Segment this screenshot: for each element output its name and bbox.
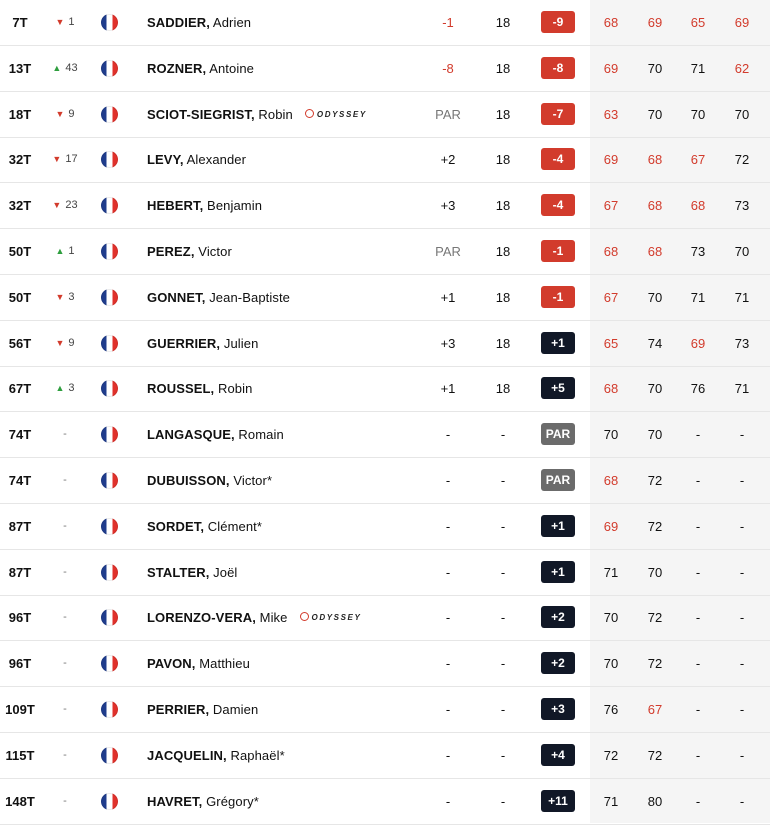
position-movement [45,595,85,640]
round-2-score: 69 [647,15,663,30]
player-name[interactable] [147,92,293,137]
holes-thru: 18 [495,381,511,397]
holes-thru: - [500,473,506,488]
sponsor-label: ODYSSEY [316,109,367,119]
position: 115T [5,747,35,763]
position: 87T [8,564,32,580]
movement-value: 43 [65,61,78,74]
player-last-name: STALTER, [147,564,210,580]
holes-thru: 18 [495,244,511,259]
today-score: - [445,793,451,809]
round-2-score: 70 [647,60,663,76]
position: 18T [8,106,32,122]
position: 96T [8,610,32,626]
movement-arrow-icon: ▼ [55,17,65,27]
total-score-badge: -9 [541,11,575,33]
france-flag-icon [101,60,118,77]
player-first-name: Alexander [186,152,247,168]
position: 67T [8,381,32,397]
position-movement [45,641,85,686]
player-last-name: LANGASQUE, [147,427,235,443]
position: 7T [12,15,28,30]
holes-thru: 18 [495,198,511,214]
player-last-name: ROUSSEL, [147,381,215,397]
total-score-badge: +3 [541,698,575,720]
player-name[interactable] [147,183,262,228]
total-score-badge: -7 [541,103,575,125]
player-name[interactable] [147,458,272,503]
round-2-score: 70 [647,564,663,580]
france-flag-icon [101,151,118,168]
position-movement [45,458,85,503]
round-3-score: - [695,793,701,809]
player-first-name: Joël [213,564,238,580]
round-3-score: - [695,518,701,534]
round-2-score: 72 [647,656,663,672]
player-first-name: Robin [258,106,293,122]
today-score: - [445,564,451,580]
round-4-score: - [739,427,745,443]
player-name[interactable] [147,412,284,457]
round-3-score: 73 [690,244,706,259]
holes-thru: - [500,702,506,717]
round-4-score: 69 [734,15,750,30]
round-1-score: 69 [603,518,619,534]
round-1-score: 68 [603,15,619,30]
round-3-score: - [695,656,701,672]
leaderboard-row[interactable] [0,458,770,504]
player-first-name: Victor* [233,473,273,488]
player-first-name: Romain [238,427,284,443]
player-last-name: GONNET, [147,289,206,305]
movement-value: - [63,794,67,807]
player-name[interactable] [147,275,290,320]
leaderboard-row[interactable] [0,137,770,183]
player-name[interactable] [147,504,262,549]
position-movement [45,504,85,549]
round-2-score: 72 [647,473,663,488]
total-score-badge: +11 [541,790,575,812]
player-first-name: Robin [217,381,253,397]
player-last-name: PERRIER, [147,702,210,717]
position-movement [45,229,85,274]
player-name[interactable] [147,229,232,274]
total-score-badge: -4 [541,194,575,216]
movement-value: 9 [68,107,75,120]
france-flag-icon [101,609,118,626]
today-score: +3 [440,198,456,214]
leaderboard-row[interactable] [0,229,770,275]
position: 50T [8,244,32,259]
movement-arrow-icon: ▲ [55,246,65,256]
total-score-badge: -1 [541,240,575,262]
movement-value: - [63,657,67,670]
round-2-score: 68 [647,244,663,259]
today-score: +3 [440,335,456,351]
round-4-score: 70 [734,244,750,259]
position-movement [45,46,85,91]
round-2-score: 70 [647,381,663,397]
france-flag-icon [101,426,118,443]
position-movement [45,183,85,228]
total-score-badge: PAR [541,469,575,491]
movement-arrow-icon: ▼ [52,154,62,165]
total-score-badge: PAR [541,423,575,445]
player-first-name: Grégory* [206,793,259,809]
today-score: - [445,702,451,717]
round-3-score: - [695,747,701,763]
player-name[interactable] [147,595,288,640]
position: 13T [8,60,32,76]
player-last-name: SCIOT-SIEGRIST, [147,106,255,122]
france-flag-icon [101,655,118,672]
position: 96T [8,656,32,672]
player-last-name: PEREZ, [147,244,195,259]
today-score: - [445,610,451,626]
position-movement [45,137,85,182]
round-4-score: 70 [734,106,750,122]
leaderboard-row[interactable] [0,0,770,46]
movement-value: - [63,703,67,715]
movement-value: 3 [68,382,75,395]
round-2-score: 70 [647,106,663,122]
leaderboard-row[interactable] [0,733,770,779]
leaderboard-row[interactable] [0,641,770,687]
france-flag-icon [101,701,118,718]
total-score-badge: -8 [541,57,575,79]
round-4-score: 73 [734,335,750,351]
player-name[interactable] [147,779,259,824]
position-movement [45,687,85,732]
leaderboard-row[interactable] [0,46,770,92]
odyssey-logo-icon [305,109,314,118]
round-1-score: 67 [603,289,619,305]
odyssey-logo-icon [300,612,309,621]
round-2-score: 72 [647,610,663,626]
round-4-score: - [739,656,745,672]
position: 74T [8,427,32,443]
player-last-name: ROZNER, [147,60,207,76]
round-3-score: 68 [690,198,706,214]
player-last-name: LEVY, [147,152,184,168]
round-1-score: 71 [603,793,619,809]
odyssey-sponsor-logo [305,108,367,121]
position-movement [45,321,85,366]
player-first-name: Jean-Baptiste [209,289,290,305]
position-movement [45,366,85,411]
player-last-name: SORDET, [147,518,205,534]
france-flag-icon [101,14,118,31]
round-3-score: - [695,702,701,717]
today-score: - [445,473,451,488]
france-flag-icon [101,197,118,214]
round-4-score: 73 [734,198,750,214]
round-4-score: 71 [734,289,750,305]
player-name[interactable] [147,0,251,45]
player-last-name: LORENZO-VERA, [147,610,256,626]
round-3-score: - [695,610,701,626]
movement-value: 1 [68,16,75,28]
player-name[interactable] [147,641,250,686]
france-flag-icon [101,472,118,489]
position: 32T [8,198,32,214]
player-name[interactable] [147,687,258,732]
total-score-badge: +2 [541,606,575,628]
round-1-score: 65 [603,335,619,351]
player-first-name: Victor [198,244,232,259]
today-score: PAR [435,106,461,122]
round-3-score: - [695,473,701,488]
player-name[interactable] [147,550,237,595]
round-1-score: 76 [603,702,619,717]
leaderboard-row[interactable] [0,183,770,229]
round-2-score: 72 [647,747,663,763]
movement-arrow-icon: ▼ [55,108,65,119]
leaderboard-row[interactable] [0,687,770,733]
player-first-name: Clément* [207,518,263,534]
round-1-score: 69 [603,60,619,76]
player-first-name: Matthieu [199,656,250,672]
player-last-name: DUBUISSON, [147,473,230,488]
round-4-score: - [739,702,745,717]
position-movement [45,733,85,778]
holes-thru: 18 [495,152,511,168]
round-1-score: 68 [603,244,619,259]
round-1-score: 71 [603,564,619,580]
odyssey-sponsor-logo [300,611,362,624]
today-score: +1 [440,381,456,397]
round-4-score: - [739,518,745,534]
round-3-score: - [695,564,701,580]
today-score: +1 [440,289,456,305]
total-score-badge: +5 [541,377,575,399]
total-score-badge: +1 [541,561,575,583]
player-name[interactable] [147,366,252,411]
round-1-score: 68 [603,381,619,397]
total-score-badge: +1 [541,515,575,537]
holes-thru: 18 [495,335,511,351]
france-flag-icon [101,335,118,352]
holes-thru: 18 [495,15,511,30]
today-score: - [445,518,451,534]
round-1-score: 68 [603,473,619,488]
leaderboard-row[interactable] [0,275,770,321]
holes-thru: - [500,656,506,672]
leaderboard-row[interactable] [0,504,770,550]
round-1-score: 70 [603,427,619,443]
position-movement [45,0,85,45]
round-2-score: 68 [647,152,663,168]
movement-arrow-icon: ▼ [55,337,65,348]
round-3-score: 69 [690,335,706,351]
position: 148T [5,793,35,809]
movement-arrow-icon: ▼ [55,291,65,302]
round-4-score: 62 [734,60,750,76]
position-movement [45,412,85,457]
movement-value: - [63,519,67,532]
round-3-score: 76 [690,381,706,397]
round-2-score: 68 [647,198,663,214]
position: 56T [8,335,32,351]
france-flag-icon [101,289,118,306]
movement-value: - [63,748,67,761]
player-name[interactable] [147,321,258,366]
position-movement [45,550,85,595]
round-4-score: - [739,747,745,763]
player-first-name: Antoine [209,60,254,76]
movement-arrow-icon: ▲ [52,62,62,73]
round-2-score: 70 [647,427,663,443]
france-flag-icon [101,747,118,764]
leaderboard-row[interactable] [0,412,770,458]
movement-value: 9 [68,336,75,349]
holes-thru: 18 [495,106,511,122]
round-4-score: 72 [734,152,750,168]
holes-thru: - [500,427,506,443]
movement-value: 17 [65,153,78,166]
round-3-score: 70 [690,106,706,122]
total-score-badge: -4 [541,148,575,170]
movement-value: 3 [68,290,75,303]
round-2-score: 67 [647,702,663,717]
round-3-score: 65 [690,15,706,30]
movement-value: - [63,565,67,578]
france-flag-icon [101,380,118,397]
player-first-name: Damien [212,702,259,717]
leaderboard-row[interactable] [0,550,770,596]
today-score: +2 [440,152,456,168]
player-name[interactable] [147,733,285,778]
player-first-name: Adrien [212,15,252,30]
today-score: -8 [442,60,454,76]
position-movement [45,275,85,320]
position: 109T [5,702,35,717]
player-last-name: PAVON, [147,656,196,672]
france-flag-icon [101,243,118,260]
leaderboard-row[interactable] [0,92,770,138]
round-1-score: 70 [603,610,619,626]
total-score-badge: +4 [541,744,575,766]
france-flag-icon [101,106,118,123]
position: 74T [8,473,32,488]
holes-thru: - [500,518,506,534]
total-score-badge: +1 [541,332,575,354]
leaderboard-row[interactable] [0,779,770,825]
player-first-name: Raphaël* [230,747,285,763]
player-first-name: Benjamin [207,198,263,214]
round-3-score: 71 [690,289,706,305]
round-3-score: - [695,427,701,443]
position: 87T [8,518,32,534]
holes-thru: - [500,610,506,626]
movement-arrow-icon: ▲ [55,383,65,394]
position: 32T [8,152,32,168]
round-4-score: - [739,473,745,488]
position-movement [45,92,85,137]
position-movement [45,779,85,824]
round-1-score: 67 [603,198,619,214]
today-score: - [445,747,451,763]
player-name[interactable] [147,137,246,182]
round-4-score: - [739,610,745,626]
total-score-badge: -1 [541,286,575,308]
holes-thru: 18 [495,60,511,76]
total-score-badge: +2 [541,652,575,674]
holes-thru: - [500,564,506,580]
holes-thru: - [500,747,506,763]
movement-value: - [63,428,67,441]
today-score: -1 [442,15,454,30]
player-first-name: Mike [259,610,288,626]
round-1-score: 72 [603,747,619,763]
round-2-score: 70 [647,289,663,305]
round-1-score: 70 [603,656,619,672]
round-4-score: - [739,564,745,580]
leaderboard-row[interactable] [0,366,770,412]
movement-value: 23 [65,199,78,212]
movement-value: 1 [68,245,75,257]
leaderboard-row[interactable] [0,595,770,641]
movement-arrow-icon: ▼ [52,200,62,211]
sponsor-label: ODYSSEY [311,613,362,623]
round-3-score: 67 [690,152,706,168]
player-last-name: JACQUELIN, [147,747,227,763]
player-last-name: SADDIER, [147,15,210,30]
france-flag-icon [101,564,118,581]
round-2-score: 74 [647,335,663,351]
round-2-score: 72 [647,518,663,534]
round-3-score: 71 [690,60,706,76]
today-score: - [445,427,451,443]
round-4-score: 71 [734,381,750,397]
movement-value: - [63,474,67,486]
round-1-score: 63 [603,106,619,122]
position: 50T [8,289,32,305]
movement-value: - [63,611,67,624]
player-first-name: Julien [223,335,259,351]
player-last-name: HEBERT, [147,198,204,214]
france-flag-icon [101,793,118,810]
round-2-score: 80 [647,793,663,809]
player-last-name: GUERRIER, [147,335,221,351]
round-1-score: 69 [603,152,619,168]
holes-thru: 18 [495,289,511,305]
today-score: PAR [435,244,461,259]
today-score: - [445,656,451,672]
player-last-name: HAVRET, [147,793,203,809]
round-4-score: - [739,793,745,809]
player-name[interactable] [147,46,254,91]
france-flag-icon [101,518,118,535]
leaderboard-row[interactable] [0,321,770,367]
holes-thru: - [500,793,506,809]
